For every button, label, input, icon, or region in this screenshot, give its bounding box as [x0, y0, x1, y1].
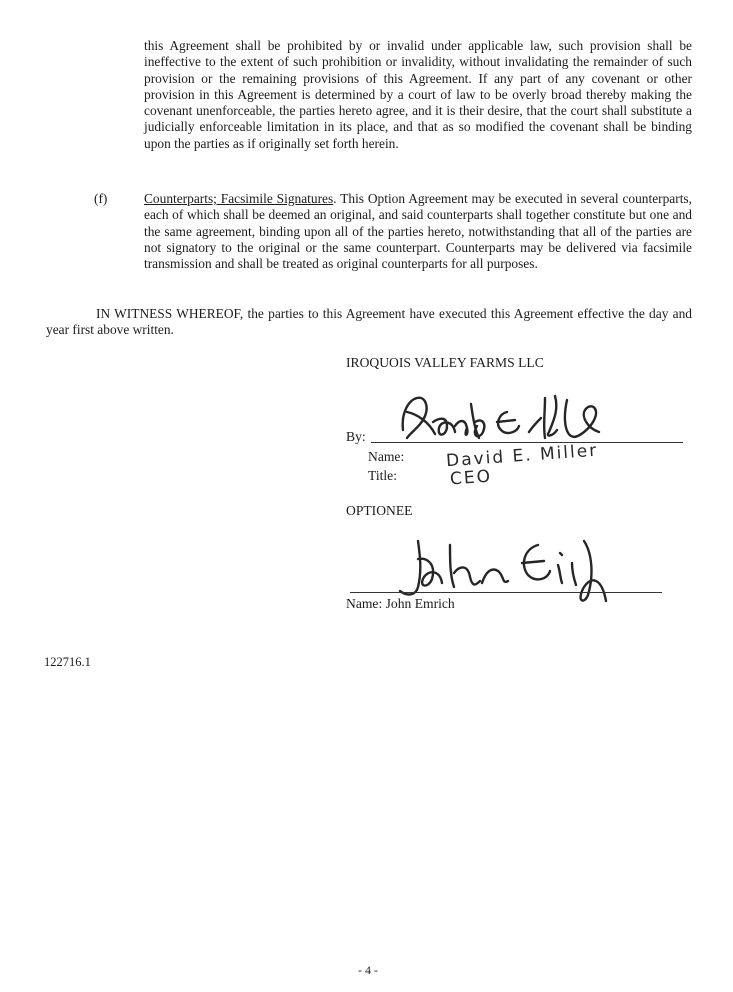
- continued-paragraph: this Agreement shall be prohibited by or invalid under applicable law, such provision shall be ineffective to the extent of such prohibition or invalidity, without invalidating the remainder of such provision or the remaining provisions of this Agreement. If any part of any covenant or other provision in this Agreement is determined by a court of law to be overly broad thereby making the covenant unenforceable, the parties hereto agree, and it is their desire, that the court shall substitute a judicially enforceable limitation in its place, and that as so modified the covenant shall be binding upon the parties as if originally set forth herein.: [144, 38, 692, 151]
- section-f-heading-period: .: [333, 191, 341, 206]
- handwritten-title: CEO: [449, 466, 493, 490]
- section-f-heading: Counterparts; Facsimile Signatures: [144, 191, 334, 206]
- optionee-name: Name: John Emrich: [346, 596, 455, 611]
- document-number: 122716.1: [44, 655, 91, 669]
- handwritten-name: David E. Miller: [445, 440, 599, 472]
- by-label: By:: [346, 429, 366, 444]
- title-label: Title:: [368, 468, 397, 483]
- company-name: IROQUOIS VALLEY FARMS LLC: [346, 355, 544, 370]
- optionee-signature-line: [350, 592, 662, 593]
- page-number: - 4 -: [358, 963, 378, 977]
- section-f-paragraph: [144, 191, 692, 272]
- witness-paragraph: IN WITNESS WHEREOF, the parties to this Agreement have executed this Agreement effective the day and year first above written.: [46, 306, 692, 338]
- section-f-label: (f): [94, 191, 108, 206]
- section-f-body: This Option Agreement may be executed in several counterparts, each of which shall be deemed an original, and said counterparts shall together constitute but one and the same agreement, binding upon all of the parties hereto, notwithstanding that all of the parties are not signatory to the original or the same counterpart. Counterparts may be delivered via facsimile transmission and shall be treated as original counterparts for all purposes.: [144, 191, 692, 272]
- name-label: Name:: [368, 449, 405, 464]
- optionee-heading: OPTIONEE: [346, 503, 413, 518]
